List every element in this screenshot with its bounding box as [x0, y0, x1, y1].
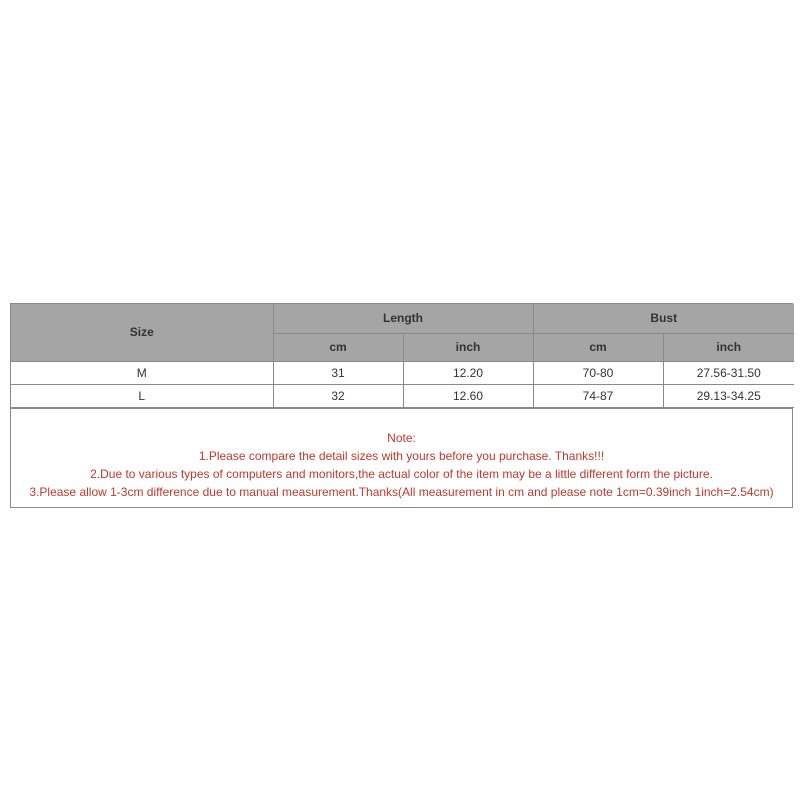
note-line-2: 2.Due to various types of computers and monitors,the actual color of the item may be a little different form the picture.: [90, 466, 713, 481]
cell-bust-cm: 70-80: [533, 361, 663, 384]
table-row: [11, 384, 794, 407]
cell-length-inch: 12.20: [403, 361, 533, 384]
note-line-1: 1.Please compare the detail sizes with yours before you purchase. Thanks!!!: [198, 448, 605, 463]
header-bust-cm: cm: [533, 333, 663, 361]
cell-size: M: [11, 361, 273, 384]
header-size: Size: [11, 304, 273, 361]
header-length: Length: [273, 304, 533, 333]
note-line-3: 3.Please allow 1-3cm difference due to manual measurement.Thanks(All measurement in cm and please note 1cm=0.39inch 1inch=2.54cm): [29, 484, 774, 499]
header-length-inch: inch: [403, 333, 533, 361]
cell-bust-cm: 74-87: [533, 384, 663, 407]
cell-bust-inch: 27.56-31.50: [663, 361, 794, 384]
cell-length-inch: 12.60: [403, 384, 533, 407]
notes-section: [11, 408, 792, 507]
cell-length-cm: 31: [273, 361, 403, 384]
cell-bust-inch: 29.13-34.25: [663, 384, 794, 407]
table-header-row: [11, 304, 794, 333]
header-bust-inch: inch: [663, 333, 794, 361]
size-chart: [10, 303, 793, 508]
cell-length-cm: 32: [273, 384, 403, 407]
header-length-cm: cm: [273, 333, 403, 361]
table-row: [11, 361, 794, 384]
header-bust: Bust: [533, 304, 794, 333]
cell-size: L: [11, 384, 273, 407]
notes-title: Note:: [387, 430, 416, 445]
size-table: [11, 304, 794, 408]
